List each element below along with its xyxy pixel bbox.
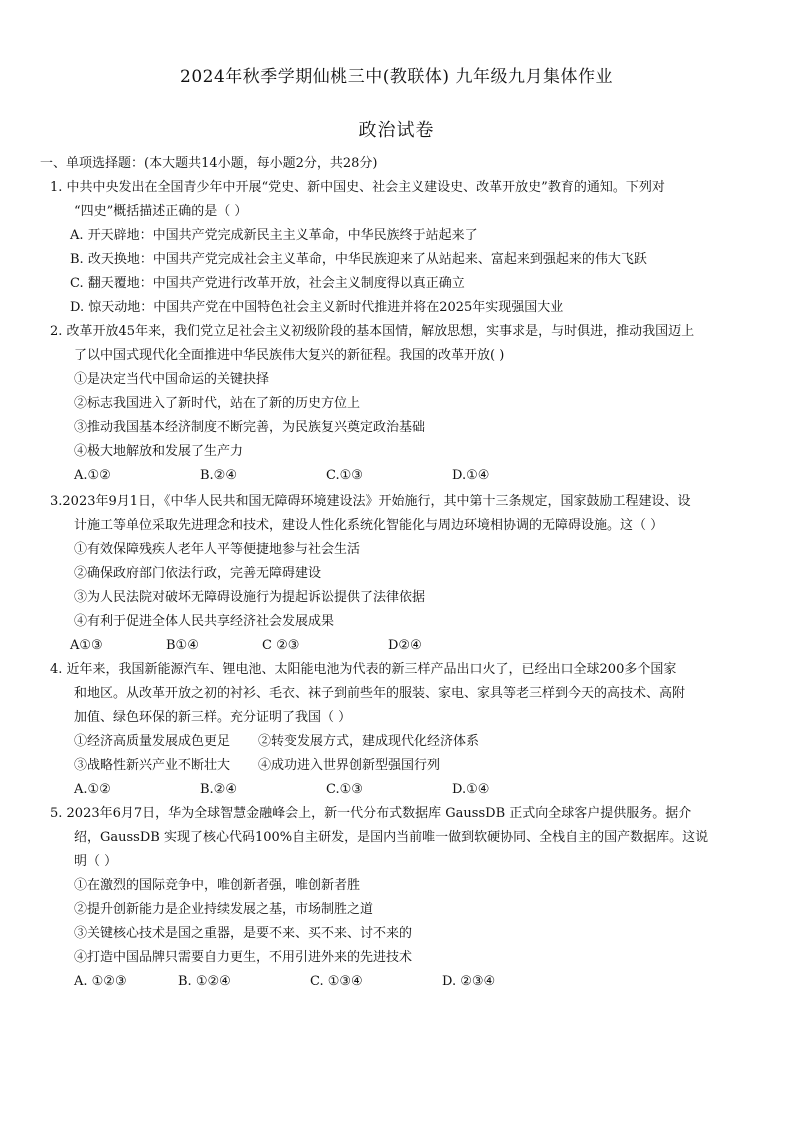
question-3-statement-4: ④有利于促进全体人民共享经济社会发展成果 (74, 614, 335, 629)
question-3-line-2: 计施工等单位采取先进理念和技术，建设人性化系统化智能化与周边环境相协调的无障碍设施。这（ ） (74, 518, 664, 533)
question-3 (40, 490, 755, 658)
question-5-statement-1: ①在激烈的国际竞争中，唯创新者强，唯创新者胜 (74, 878, 361, 893)
section-heading: 一、单项选择题：(本大题共14小题，每小题2分，共28分) (40, 156, 378, 171)
question-4-statement-row-2 (40, 754, 755, 778)
question-2-options (40, 464, 755, 488)
question-3-option-c: C ②③ (262, 638, 300, 653)
question-4-options (40, 778, 755, 802)
question-2-statement-1: ①是决定当代中国命运的关键抉择 (74, 372, 270, 387)
question-1-line-2: “四史”概括描述正确的是（ ） (74, 204, 248, 219)
question-5-option-d: D. ②③④ (442, 974, 496, 989)
question-3-option-b: B①④ (166, 638, 199, 653)
question-5-options (40, 970, 755, 994)
exam-subtitle: 政治试卷 (358, 120, 435, 141)
question-3-options (40, 634, 755, 658)
question-5-option-b: B. ①②④ (178, 974, 231, 989)
question-5-option-c: C. ①③④ (310, 974, 363, 989)
question-2-option-a: A.①② (74, 468, 111, 483)
question-4-statement-2: ②转变发展方式，建成现代化经济体系 (258, 734, 480, 749)
question-2 (40, 320, 755, 488)
question-4-option-c: C.①③ (326, 782, 363, 797)
question-4-line-3: 加值、绿色环保的新三样。充分证明了我国（ ） (74, 710, 352, 725)
question-4-option-b: B.②④ (200, 782, 237, 797)
exam-content (40, 152, 755, 994)
question-2-option-c: C.①③ (326, 468, 363, 483)
question-4-line-1: 4. 近年来，我国新能源汽车、锂电池、太阳能电池为代表的新三样产品出口火了，已经出口全球200多个国家 (50, 662, 677, 677)
question-2-statement-4: ④极大地解放和发展了生产力 (74, 444, 244, 459)
question-3-line-1: 3.2023年9月1日，《中华人民共和国无障碍环境建设法》开始施行，其中第十三条规定，国家鼓励工程建设、设 (50, 494, 691, 509)
question-4-statement-1: ①经济高质量发展成色更足 (74, 734, 231, 749)
question-2-option-d: D.①④ (452, 468, 490, 483)
question-2-statement-3: ③推动我国基本经济制度不断完善，为民族复兴奠定政治基础 (74, 420, 426, 435)
question-4-statement-3: ③战略性新兴产业不断壮大 (74, 758, 231, 773)
question-2-option-b: B.②④ (200, 468, 237, 483)
question-4-statement-row-1 (40, 730, 755, 754)
question-4 (40, 658, 755, 802)
question-1-option-c: C. 翻天覆地：中国共产党进行改革开放，社会主义制度得以真正确立 (70, 276, 465, 291)
question-4-option-a: A.①② (74, 782, 111, 797)
question-4-statement-4: ④成功进入世界创新型强国行列 (258, 758, 441, 773)
question-3-statement-1: ①有效保障残疾人老年人平等便捷地参与社会生活 (74, 542, 361, 557)
question-3-option-d: D②④ (388, 638, 422, 653)
question-3-option-a: A①③ (70, 638, 103, 653)
question-3-statement-3: ③为人民法院对破坏无障碍设施行为提起诉讼提供了法律依据 (74, 590, 426, 605)
question-1-line-1: 1. 中共中央发出在全国青少年中开展“党史、新中国史、社会主义建设史、改革开放史”教育的通知。下列对 (50, 180, 665, 195)
question-1 (40, 176, 755, 320)
question-5-statement-3: ③关键核心技术是国之重器，是要不来、买不来、讨不来的 (74, 926, 413, 941)
question-2-line-2: 了以中国式现代化全面推进中华民族伟大复兴的新征程。我国的改革开放( ) (74, 348, 505, 363)
question-5-option-a: A. ①②③ (74, 974, 127, 989)
question-2-line-1: 2. 改革开放45年来，我们党立足社会主义初级阶段的基本国情，解放思想，实事求是，与时俱进，推动我国迈上 (50, 324, 695, 339)
question-5-line-1: 5. 2023年6月7日，华为全球智慧金融峰会上，新一代分布式数据库 GaussDB 正式向全球客户提供服务。据介 (50, 806, 692, 821)
question-3-statement-2: ②确保政府部门依法行政，完善无障碍建设 (74, 566, 322, 581)
question-1-option-a: A. 开天辟地：中国共产党完成新民主主义革命，中华民族终于站起来了 (70, 228, 478, 243)
question-5-statement-2: ②提升创新能力是企业持续发展之基，市场制胜之道 (74, 902, 374, 917)
question-1-option-b: B. 改天换地：中国共产党完成社会主义革命，中华民族迎来了从站起来、富起来到强起来的伟大飞跃 (70, 252, 647, 267)
question-5-line-3: 明（ ） (74, 854, 118, 869)
exam-title: 2024年秋季学期仙桃三中(教联体) 九年级九月集体作业 (180, 67, 613, 87)
question-5-line-2: 绍，GaussDB 实现了核心代码100%自主研发，是国内当前唯一做到软硬协同、全栈自主的国产数据库。这说 (74, 830, 709, 845)
question-1-option-d: D. 惊天动地：中国共产党在中国特色社会主义新时代推进并将在2025年实现强国大业 (70, 300, 564, 315)
question-5 (40, 802, 755, 994)
question-4-line-2: 和地区。从改革开放之初的衬衫、毛衣、袜子到前些年的服装、家电、家具等老三样到今天的高技术、高附 (74, 686, 686, 701)
question-4-option-d: D.①④ (452, 782, 490, 797)
question-2-statement-2: ②标志我国进入了新时代，站在了新的历史方位上 (74, 396, 361, 411)
question-5-statement-4: ④打造中国品牌只需要自力更生，不用引进外来的先进技术 (74, 950, 413, 965)
